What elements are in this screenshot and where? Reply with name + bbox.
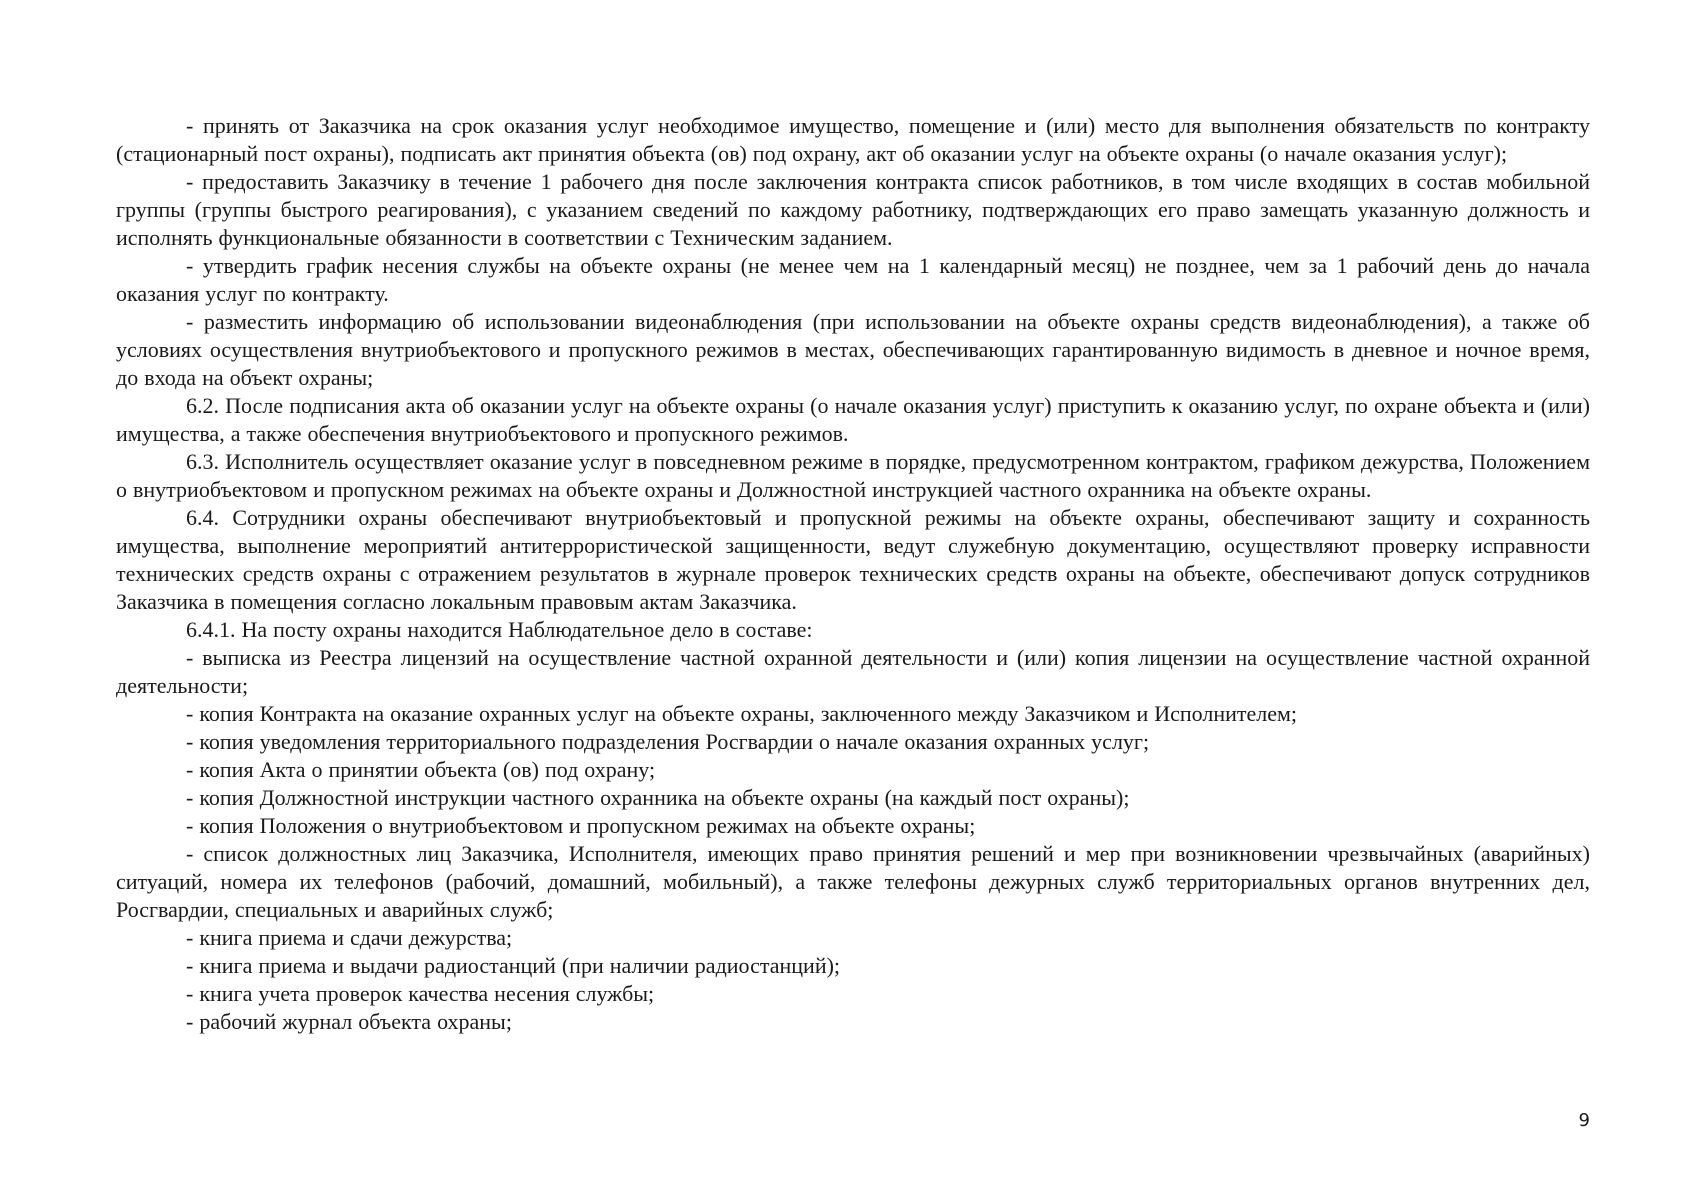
paragraph: - копия уведомления территориального подразделения Росгвардии о начале оказания охранных услуг; xyxy=(186,729,1150,754)
paragraph: - копия Контракта на оказание охранных услуг на объекте охраны, заключенного между Заказчиком и Исполнителем; xyxy=(186,701,1298,726)
paragraph: 6.4.1. На посту охраны находится Наблюдательное дело в составе: xyxy=(186,617,813,642)
paragraph: - список должностных лиц Заказчика, Исполнителя, имеющих право принятия решений и мер при возникновении чрезвычайных (аварийных) ситуаций, номера их телефонов (рабочий, домашний, мобильный), а также телефоны дежурных служб территориальных органов внутренних дел, Росгвардии, специальных и аварийных служб; xyxy=(116,841,1590,922)
paragraph: - предоставить Заказчику в течение 1 рабочего дня после заключения контракта список работников, в том числе входящих в состав мобильной группы (группы быстрого реагирования), с указанием сведений по каждому работнику, подтверждающих его право замещать указанную должность и исполнять функциональные обязанности в соответствии с Техническим заданием. xyxy=(116,169,1590,250)
paragraph: - утвердить график несения службы на объекте охраны (не менее чем на 1 календарный месяц) не позднее, чем за 1 рабочий день до начала оказания услуг по контракту. xyxy=(116,253,1590,306)
document-body xyxy=(116,112,1590,1036)
paragraph: 6.4. Сотрудники охраны обеспечивают внутриобъектовый и пропускной режимы на объекте охраны, обеспечивают защиту и сохранность имущества, выполнение мероприятий антитеррористической защищенности, ведут служебную документацию, осуществляют проверку исправности технических средств охраны с отражением результатов в журнале проверок технических средств охраны на объекте, обеспечивают допуск сотрудников Заказчика в помещения согласно локальным правовым актам Заказчика. xyxy=(116,505,1590,614)
paragraph: - книга приема и сдачи дежурства; xyxy=(186,925,513,950)
paragraph: - разместить информацию об использовании видеонаблюдения (при использовании на объекте охраны средств видеонаблюдения), а также об условиях осуществления внутриобъектового и пропускного режимов в местах, обеспечивающих гарантированную видимость в дневное и ночное время, до входа на объект охраны; xyxy=(116,309,1590,390)
paragraph: - книга учета проверок качества несения службы; xyxy=(186,981,655,1006)
paragraph: - книга приема и выдачи радиостанций (при наличии радиостанций); xyxy=(186,953,841,978)
paragraph: - копия Должностной инструкции частного охранника на объекте охраны (на каждый пост охраны); xyxy=(186,785,1130,810)
paragraph: - принять от Заказчика на срок оказания услуг необходимое имущество, помещение и (или) место для выполнения обязательств по контракту (стационарный пост охраны), подписать акт принятия объекта (ов) под охрану, акт об оказании услуг на объекте охраны (о начале оказания услуг); xyxy=(116,113,1590,166)
paragraph: - выписка из Реестра лицензий на осуществление частной охранной деятельности и (или) копия лицензии на осуществление частной охранной деятельности; xyxy=(116,645,1590,698)
paragraph: 6.3. Исполнитель осуществляет оказание услуг в повседневном режиме в порядке, предусмотренном контрактом, графиком дежурства, Положением о внутриобъектовом и пропускном режимах на объекте охраны и Должностной инструкцией частного охранника на объекте охраны. xyxy=(116,449,1590,502)
page-number: 9 xyxy=(1578,1110,1590,1131)
paragraph: 6.2. После подписания акта об оказании услуг на объекте охраны (о начале оказания услуг) приступить к оказанию услуг, по охране объекта и (или) имущества, а также обеспечения внутриобъектового и пропускного режимов. xyxy=(116,393,1590,446)
paragraph: - копия Положения о внутриобъектовом и пропускном режимах на объекте охраны; xyxy=(186,813,976,838)
paragraph: - рабочий журнал объекта охраны; xyxy=(186,1009,512,1034)
paragraph: - копия Акта о принятии объекта (ов) под охрану; xyxy=(186,757,656,782)
